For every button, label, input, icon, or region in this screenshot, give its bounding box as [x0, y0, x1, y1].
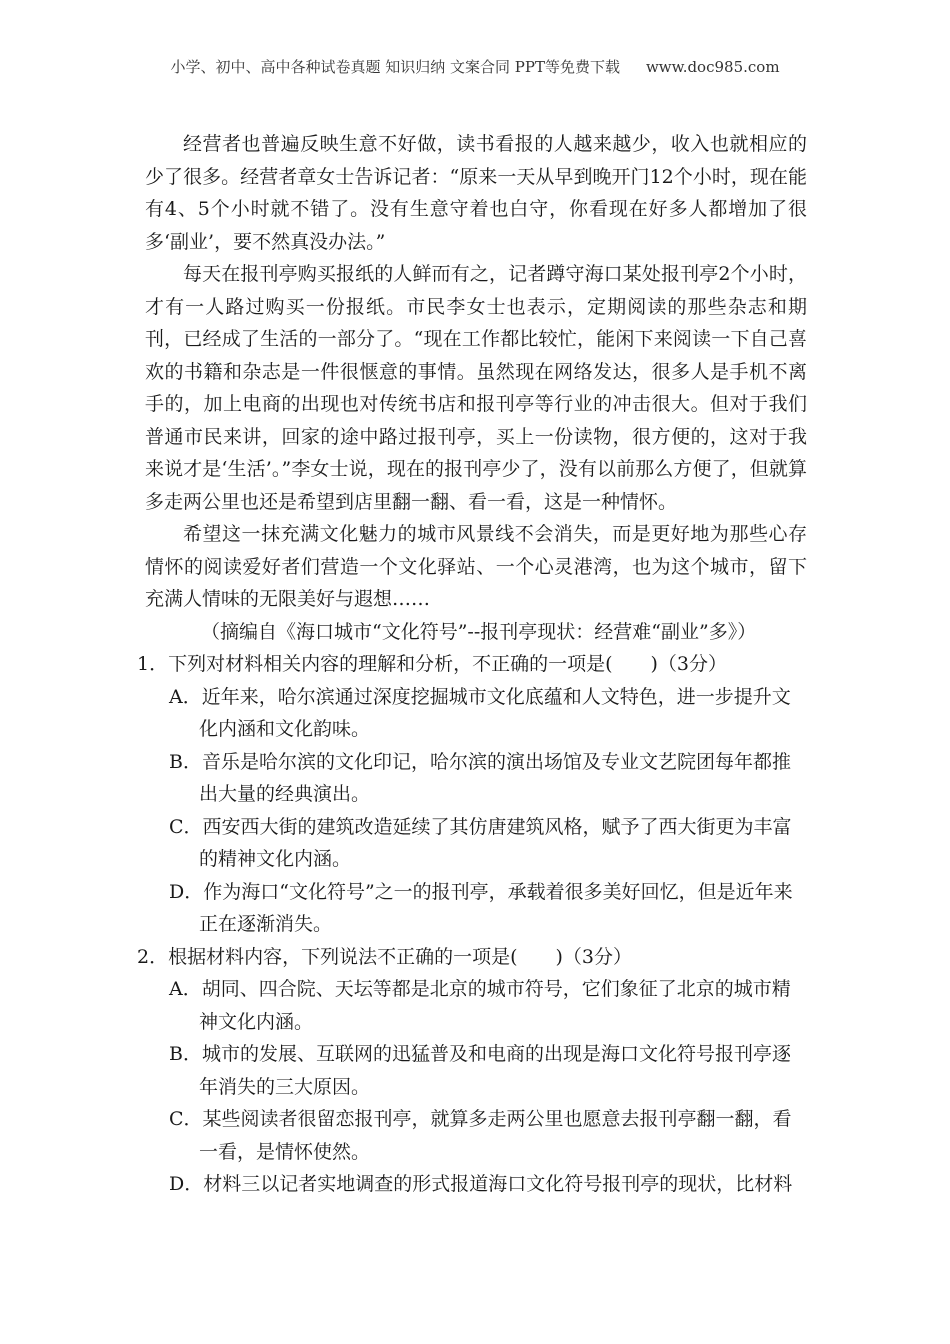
question-2 [137, 941, 807, 1201]
option-d: D．材料三以记者实地调查的形式报道海口文化符号报刊亭的现状，比材料 [169, 1173, 793, 1195]
question-1 [137, 648, 807, 941]
header-site-link[interactable]: www.doc985.com [645, 58, 780, 76]
option-b: B．城市的发展、互联网的迅猛普及和电商的出现是海口文化符号报刊亭逐年消失的三大原因。 [169, 1043, 791, 1098]
question-stem: 2．根据材料内容，下列说法不正确的一项是( )（3分） [137, 945, 633, 968]
source-citation: （摘编自《海口城市“文化符号”--报刊亭现状：经营难“副业”多》） [201, 620, 757, 643]
option-c: C．某些阅读者很留恋报刊亭，就算多走两公里也愿意去报刊亭翻一翻，看一看，是情怀使然。 [169, 1108, 792, 1163]
option-a: A．胡同、四合院、天坛等都是北京的城市符号，它们象征了北京的城市精神文化内涵。 [169, 978, 791, 1033]
option-a: A．近年来，哈尔滨通过深度挖掘城市文化底蕴和人文特色，进一步提升文化内涵和文化韵味。 [169, 685, 791, 740]
page-header [0, 56, 950, 77]
option-b: B．音乐是哈尔滨的文化印记，哈尔滨的演出场馆及专业文艺院团每年都推出大量的经典演出。 [169, 750, 791, 805]
option-d: D．作为海口“文化符号”之一的报刊亭，承载着很多美好回忆，但是近年来正在逐渐消失。 [169, 880, 793, 935]
paragraph: 经营者也普遍反映生意不好做，读书看报的人越来越少，收入也就相应的少了很多。经营者章女士告诉记者：“原来一天从早到晚开门12个小时，现在能有4、5个小时就不错了。没有生意守着也白守，你看现在好多人都增加了很多‘副业’，要不然真没办法。” [145, 133, 807, 253]
option-c: C．西安西大街的建筑改造延续了其仿唐建筑风格，赋予了西大街更为丰富的精神文化内涵。 [169, 815, 792, 870]
paragraph: 每天在报刊亭购买报纸的人鲜而有之，记者蹲守海口某处报刊亭2个小时，才有一人路过购买一份报纸。市民李女士也表示，定期阅读的那些杂志和期刊，已经成了生活的一部分了。“现在工作都比较忙，能闲下来阅读一下自己喜欢的书籍和杂志是一件很惬意的事情。虽然现在网络发达，很多人是手机不离手的，加上电商的出现也对传统书店和报刊亭等行业的冲击很大。但对于我们普通市民来讲，回家的途中路过报刊亭，买上一份读物，很方便的，这对于我来说才是‘生活’。”李女士说，现在的报刊亭少了，没有以前那么方便了，但就算多走两公里也还是希望到店里翻一翻、看一看，这是一种情怀。 [145, 263, 807, 513]
question-stem: 1．下列对材料相关内容的理解和分析，不正确的一项是( )（3分） [137, 653, 728, 675]
header-text: 小学、初中、高中各种试卷真题 知识归纳 文案合同 PPT等免费下载 [170, 58, 620, 76]
document-body [137, 128, 807, 1201]
paragraph: 希望这一抹充满文化魅力的城市风景线不会消失，而是更好地为那些心存情怀的阅读爱好者们营造一个文化驿站、一个心灵港湾，也为这个城市，留下充满人情味的无限美好与遐想…… [145, 523, 807, 610]
